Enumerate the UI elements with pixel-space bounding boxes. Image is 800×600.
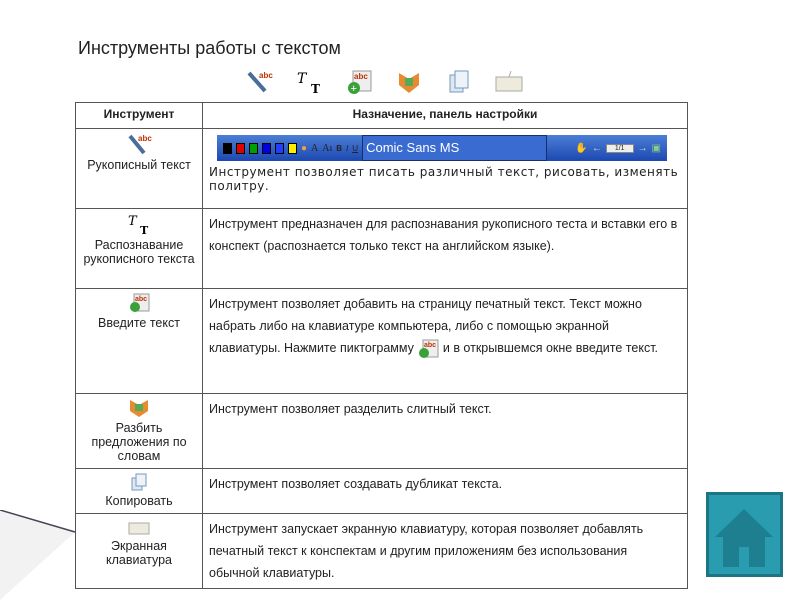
color-swatch[interactable] [236, 143, 245, 154]
svg-text:abc: abc [424, 341, 437, 349]
tool-description: Инструмент позволяет добавить на страницу печатный текст. Текст можно набрать либо на клавиатуре компьютера, либо с помощью экранной клавиатуры. Нажмите пиктограмму [209, 297, 642, 355]
svg-text:abc: abc [354, 72, 368, 81]
tool-description: Инструмент позволяет создавать дубликат текста. [203, 469, 688, 514]
tool-name: Распознавание рукописного текста [83, 238, 195, 266]
tool-description: Инструмент позволяет разделить слитный текст. [203, 394, 688, 469]
svg-text:abc: abc [259, 71, 273, 80]
copy-icon[interactable] [444, 68, 474, 96]
tools-table [75, 102, 688, 589]
arrow-right-icon[interactable]: → [637, 142, 648, 154]
keyboard-icon[interactable] [494, 68, 524, 96]
svg-text:+: + [350, 83, 357, 95]
header-purpose: Назначение, панель настройки [203, 103, 688, 129]
underline-button[interactable]: U [352, 143, 359, 153]
color-swatch[interactable] [275, 143, 284, 154]
keyboard-icon [82, 518, 196, 539]
home-icon [709, 495, 780, 574]
tool-description-end: и в открывшемся окне введите текст. [442, 341, 659, 355]
split-text-icon[interactable] [394, 68, 424, 96]
tool-description: Инструмент предназначен для распознавания рукописного теста и вставки его в конспект (распознается только текст на английском языке). [203, 209, 688, 289]
tool-name: Введите текст [98, 316, 180, 330]
handwriting-recognition-icon[interactable] [294, 68, 324, 96]
tool-name: Копировать [105, 494, 173, 508]
color-swatch[interactable] [262, 143, 271, 154]
svg-text:T: T [311, 82, 320, 95]
copy-icon [82, 473, 196, 494]
font-select[interactable]: Comic Sans MS [362, 135, 547, 161]
tool-icons-row [244, 68, 524, 96]
tool-description: Инструмент позволяет писать различный текст, рисовать, изменять политру. [209, 165, 679, 193]
font-size-button[interactable]: A [311, 142, 319, 154]
handwriting-toolbar [217, 135, 667, 161]
page-indicator: 1/1 [606, 144, 634, 153]
color-swatch[interactable] [249, 143, 258, 154]
table-header-row [76, 103, 688, 129]
add-text-icon [417, 341, 439, 355]
handwriting-pen-icon[interactable] [244, 68, 274, 96]
arrow-left-icon[interactable]: ← [591, 142, 602, 154]
svg-text:T: T [128, 214, 137, 229]
table-row [76, 469, 688, 514]
bold-button[interactable]: B [336, 143, 343, 153]
table-row [76, 289, 688, 394]
color-swatch[interactable] [288, 143, 297, 154]
palette-icon[interactable]: ● [301, 142, 308, 154]
svg-text:T: T [297, 71, 307, 87]
table-row [76, 129, 688, 209]
add-text-icon[interactable] [344, 68, 374, 96]
tool-name: Разбить предложения по словам [91, 421, 187, 463]
split-text-icon [82, 398, 196, 421]
svg-text:abc: abc [138, 134, 152, 143]
tool-name: Экранная клавиатура [105, 539, 173, 567]
tool-name: Рукописный текст [87, 158, 191, 172]
font-size-small-button[interactable]: Aı [322, 142, 333, 154]
hand-icon[interactable]: ✋ [575, 142, 588, 154]
handwriting-recognition-icon [82, 213, 196, 238]
table-row [76, 394, 688, 469]
table-row [76, 209, 688, 289]
table-row [76, 514, 688, 589]
header-tool: Инструмент [76, 103, 203, 129]
decorative-stripes [0, 510, 80, 600]
home-button[interactable] [706, 492, 783, 577]
pages-icon[interactable]: ▣ [651, 142, 661, 154]
svg-text:T: T [140, 224, 149, 235]
svg-text:abc: abc [135, 296, 148, 303]
handwriting-pen-icon [82, 133, 196, 158]
tool-description: Инструмент запускает экранную клавиатуру, которая позволяет добавлять печатный текст к конспектам и другим приложениям без использования обычной клавиатуры. [203, 514, 688, 589]
slide-title: Инструменты работы с текстом [78, 38, 341, 58]
italic-button[interactable]: I [346, 143, 349, 153]
color-swatch[interactable] [223, 143, 232, 154]
add-text-icon [82, 293, 196, 316]
